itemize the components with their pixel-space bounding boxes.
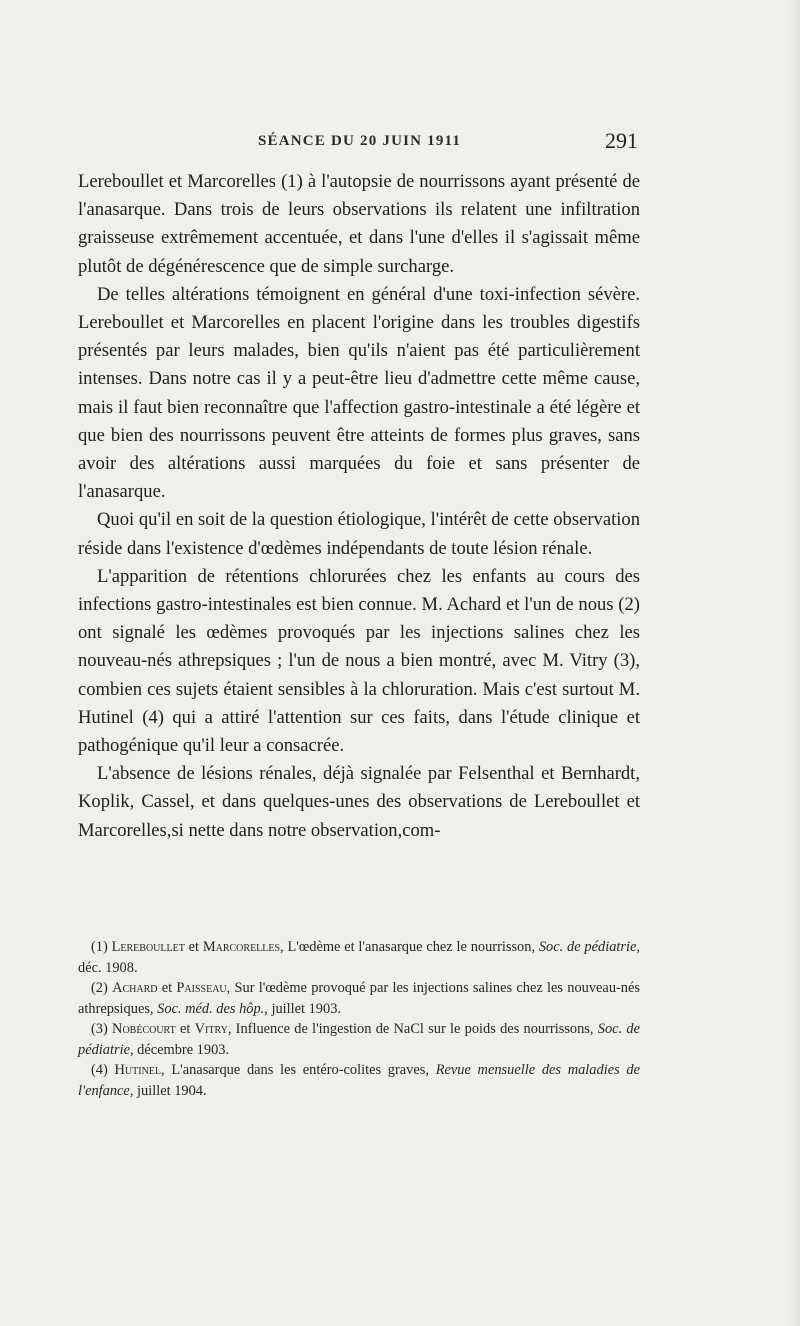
footnote-title: , L'anasarque dans les entéro-colites graves,	[161, 1062, 436, 1078]
footnote-author: Lereboullet	[111, 939, 185, 955]
footnote-journal: Revue mensuelle des maladies de l'enfance	[78, 1062, 640, 1099]
footnote-number: (3)	[91, 1021, 108, 1037]
footnote-title: , L'œdème et l'anasarque chez le nourrisson,	[280, 939, 539, 955]
paragraph-1: Lereboullet et Marcorelles (1) à l'autopsie de nourrissons ayant présenté de l'anasarque. Dans trois de leurs observations ils relatent une infiltration graisseuse extrêmement accentuée, et dans l'une d'elles il s'agissait même plutôt de dégénérescence que de simple surcharge.	[78, 171, 640, 277]
footnote-title: , Sur l'œdème provoqué par les injections salines chez les nouveau-nés athrepsiques,	[78, 980, 640, 1017]
footnote-number: (1)	[91, 939, 108, 955]
running-head: SÉANCE DU 20 JUIN 1911	[258, 133, 462, 149]
footnote-2	[78, 978, 640, 1019]
footnote-journal: Soc. de pédiatrie	[78, 1021, 640, 1058]
footnote-journal: Soc. méd. des hôp.	[157, 1000, 265, 1017]
footnote-author: Nobécourt	[112, 1021, 176, 1037]
paragraph-4: L'apparition de rétentions chlorurées chez les enfants au cours des infections gastro-intestinales est bien connue. M. Achard et l'un de nous (2) ont signalé les œdèmes provoqués par les injections salines chez les nouveau-nés athrepsiques ; l'un de nous a bien montré, avec M. Vitry (3), combien ces sujets étaient sensibles à la chloruration. Mais c'est surtout M. Hutinel (4) qui a attiré l'attention sur ces faits, dans l'étude clinique et pathogénique qu'il leur a consacrée.	[78, 565, 640, 757]
footnote-author: Hutinel	[114, 1062, 162, 1078]
page-edge-shadow	[786, 0, 800, 1326]
paragraph-2: De telles altérations témoignent en général d'une toxi-infection sévère. Lereboullet et Marcorelles en placent l'origine dans les troubles digestifs présentés par leurs malades, bien qu'ils n'aient pas été particulièrement intenses. Dans notre cas il y a peut-être lieu d'admettre cette même cause, mais il faut bien reconnaître que l'affection gastro-intestinale a été légère et que bien des nourrissons peuvent être atteints de formes plus graves, sans avoir des altérations aussi marquées du foie et sans présenter de l'anasarque.	[78, 283, 640, 503]
footnote-author: Paisseau	[176, 980, 227, 996]
footnote-3	[78, 1019, 640, 1060]
footnote-title: , Influence de l'ingestion de NaCl sur le poids des nourrissons,	[227, 1021, 598, 1037]
page-number: 291	[605, 128, 638, 153]
footnote-journal: Soc. de pédiatrie	[538, 939, 637, 955]
footnote-conjunction: et	[175, 1021, 195, 1037]
footnote-date: , déc. 1908.	[78, 939, 640, 976]
footnote-conjunction: et	[157, 980, 177, 996]
footnotes	[78, 937, 640, 1101]
footnote-author: Achard	[112, 980, 158, 996]
footnote-1	[78, 937, 640, 978]
footnote-date: , juillet 1904.	[129, 1082, 207, 1099]
footnote-4	[78, 1060, 640, 1101]
footnote-author: Marcorelles	[202, 939, 281, 955]
footnote-conjunction: et	[184, 939, 203, 955]
footnote-number: (2)	[91, 980, 108, 996]
page-header	[78, 128, 640, 158]
paragraph-5: L'absence de lésions rénales, déjà signalée par Felsenthal et Bernhardt, Koplik, Cassel, et dans quelques-unes des observations de Lereboullet et Marcorelles,si nette dans notre observation,com-	[78, 763, 640, 841]
body-text	[78, 168, 640, 845]
footnote-number: (4)	[91, 1062, 108, 1078]
footnote-date: , décembre 1903.	[129, 1041, 230, 1058]
paragraph-3: Quoi qu'il en soit de la question étiologique, l'intérêt de cette observation réside dans l'existence d'œdèmes indépendants de toute lésion rénale.	[78, 509, 640, 559]
footnote-author: Vitry	[194, 1021, 228, 1037]
footnote-date: , juillet 1903.	[264, 1000, 341, 1017]
